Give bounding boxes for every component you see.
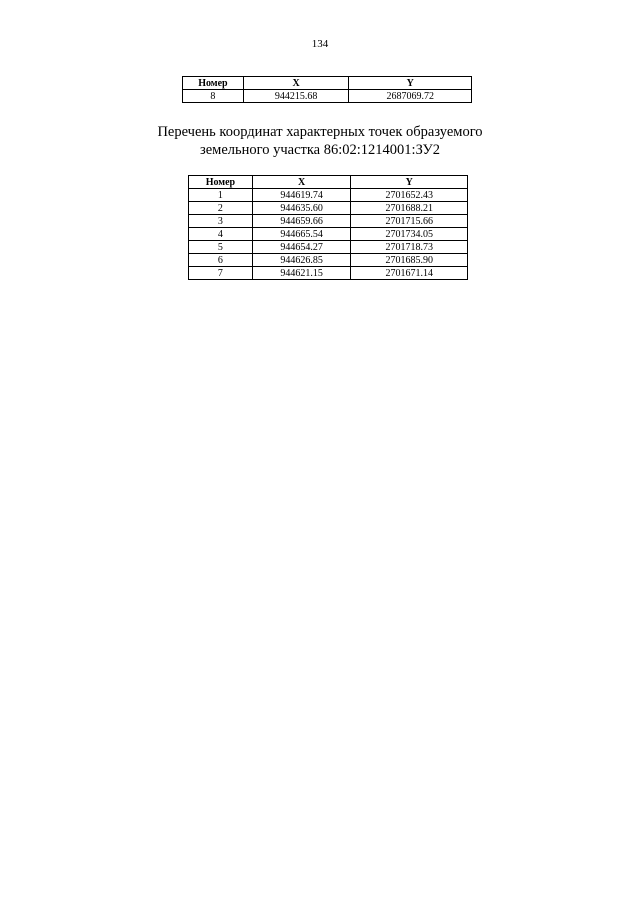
caption-line-1: Перечень координат характерных точек образуемого	[157, 124, 483, 140]
column-header-y: Y	[351, 176, 468, 189]
cell-number: 5	[189, 241, 253, 254]
cell-number: 8	[183, 90, 244, 103]
table-row	[189, 267, 468, 280]
cell-y: 2701734.05	[351, 228, 468, 241]
cell-y: 2701718.73	[351, 241, 468, 254]
cell-x: 944665.54	[252, 228, 351, 241]
cell-y: 2701671.14	[351, 267, 468, 280]
table-header-row	[183, 77, 472, 90]
table-row	[189, 241, 468, 254]
caption-line-2: земельного участка 86:02:1214001:ЗУ2	[200, 142, 440, 158]
cell-x: 944215.68	[243, 90, 349, 103]
cell-x: 944619.74	[252, 189, 351, 202]
cell-x: 944654.27	[252, 241, 351, 254]
cell-x: 944635.60	[252, 202, 351, 215]
cell-number: 6	[189, 254, 253, 267]
column-header-number: Номер	[189, 176, 253, 189]
cell-x: 944626.85	[252, 254, 351, 267]
page-number: 134	[311, 38, 329, 50]
cell-x: 944659.66	[252, 215, 351, 228]
column-header-x: X	[243, 77, 349, 90]
table-row	[189, 228, 468, 241]
column-header-number: Номер	[183, 77, 244, 90]
cell-number: 2	[189, 202, 253, 215]
coordinates-table-continued	[182, 76, 472, 103]
coordinates-table	[188, 175, 468, 280]
column-header-x: X	[252, 176, 351, 189]
table-row	[189, 254, 468, 267]
cell-number: 7	[189, 267, 253, 280]
cell-number: 1	[189, 189, 253, 202]
table-row	[189, 189, 468, 202]
cell-y: 2701652.43	[351, 189, 468, 202]
cell-y: 2701688.21	[351, 202, 468, 215]
cell-y: 2701685.90	[351, 254, 468, 267]
section-caption	[0, 123, 640, 159]
cell-y: 2687069.72	[349, 90, 472, 103]
cell-number: 4	[189, 228, 253, 241]
table-header-row	[189, 176, 468, 189]
table-row	[183, 90, 472, 103]
cell-number: 3	[189, 215, 253, 228]
column-header-y: Y	[349, 77, 472, 90]
table-row	[189, 202, 468, 215]
cell-x: 944621.15	[252, 267, 351, 280]
cell-y: 2701715.66	[351, 215, 468, 228]
table-row	[189, 215, 468, 228]
